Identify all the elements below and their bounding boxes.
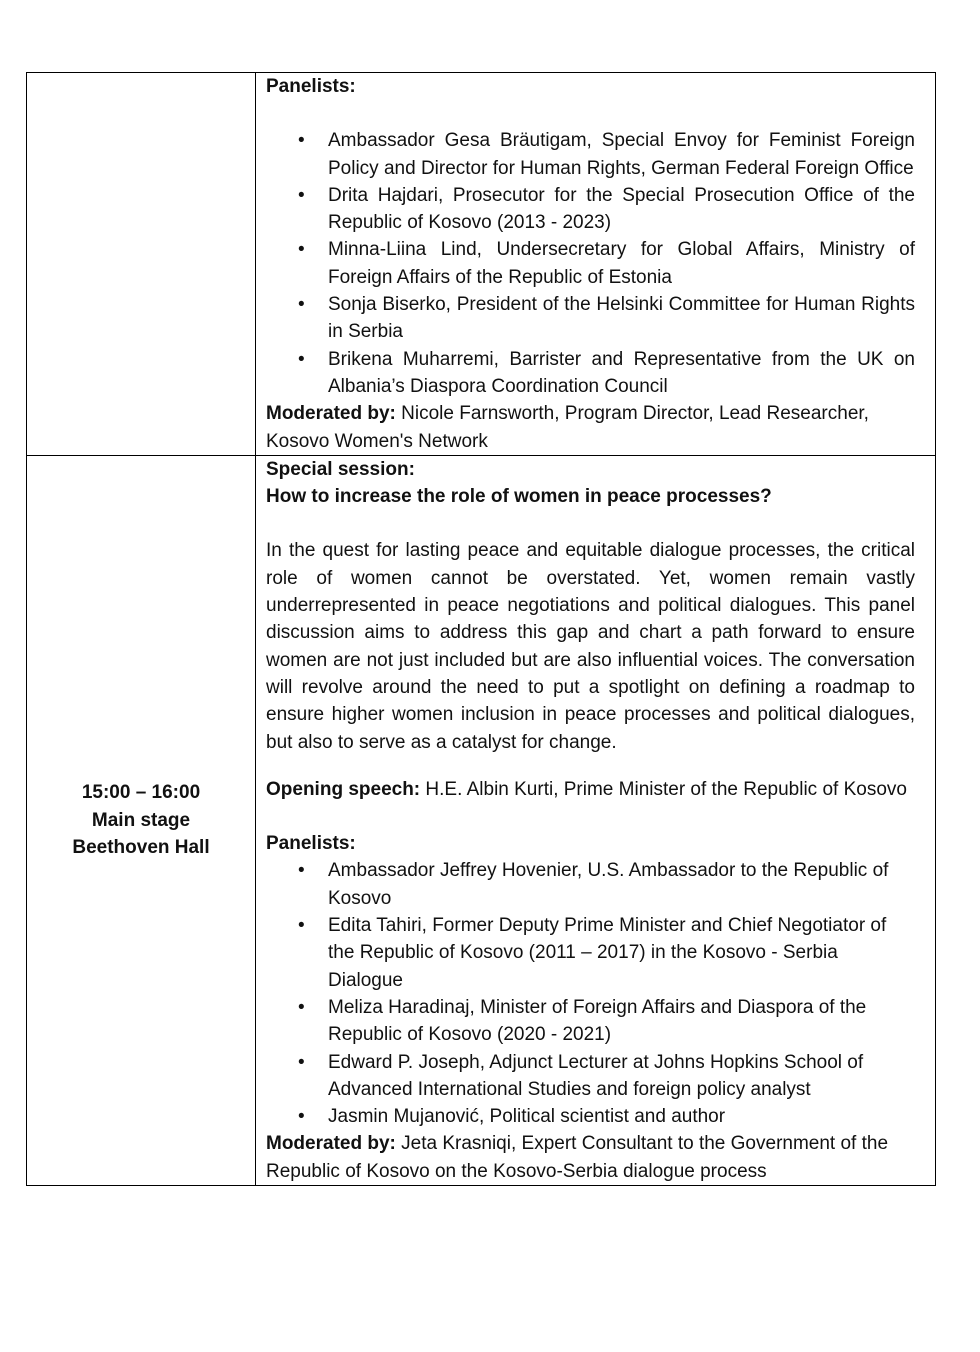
list-item: • Jasmin Mujanović, Political scientist and author [328,1103,915,1130]
panelists-list [266,857,915,1130]
list-item: • Ambassador Gesa Bräutigam, Special Envoy for Feminist Foreign Policy and Director for Human Rights, German Federal Foreign Office [328,127,915,182]
list-item: • Minna-Liina Lind, Undersecretary for Global Affairs, Ministry of Foreign Affairs of the Republic of Estonia [328,236,915,291]
list-item: • Meliza Haradinaj, Minister of Foreign Affairs and Diaspora of the Republic of Kosovo (2020 - 2021) [328,994,915,1049]
moderator-text: Jeta Krasniqi, Expert Consultant to the Government of the Republic of Kosovo on the Kosovo-Serbia dialogue process [266,1133,889,1182]
session-description: In the quest for lasting peace and equitable dialogue processes, the critical role of women cannot be overstated. Yet, women remain vastly underrepresented in peace negotiations and political dialogues. This panel discussion aims to address this gap and chart a path forward to ensure women are not just included but are also influential voices. The conversation will revolve around the need to put a spotlight on defining a roadmap to ensure higher women inclusion in peace processes and political dialogues, but also to serve as a catalyst for change. [266,540,915,753]
table-row [27,73,936,456]
list-item: • Sonja Biserko, President of the Helsinki Committee for Human Rights in Serbia [328,291,915,346]
panelists-list [266,127,915,400]
opening-label: Opening speech: [266,778,421,800]
list-item: • Brikena Muharremi, Barrister and Representative from the UK on Albania’s Diaspora Coordination Council [328,346,915,401]
session-time: 15:00 – 16:00 [81,782,201,804]
moderator-text: Nicole Farnsworth, Program Director, Lead Researcher, Kosovo Women's Network [266,403,869,452]
session-content-cell [256,73,936,456]
session-hall: Beethoven Hall [72,837,210,859]
session-stage: Main stage [91,809,191,831]
panelists-heading: Panelists: [266,76,356,97]
list-item: • Ambassador Jeffrey Hovenier, U.S. Ambassador to the Republic of Kosovo [328,857,915,912]
agenda-table [26,72,936,1186]
list-item: • Drita Hajdari, Prosecutor for the Special Prosecution Office of the Republic of Kosovo (2013 - 2023) [328,182,915,237]
session-label: Special session: [266,458,415,480]
list-item: • Edita Tahiri, Former Deputy Prime Minister and Chief Negotiator of the Republic of Kosovo (2011 – 2017) in the Kosovo - Serbia Dialogue [328,912,915,994]
session-content-cell [256,455,936,1185]
moderated-label: Moderated by: [266,403,396,425]
moderator-line [266,1130,915,1185]
time-cell-empty [27,73,256,456]
list-item: • Edward P. Joseph, Adjunct Lecturer at Johns Hopkins School of Advanced International Studies and foreign policy analyst [328,1049,915,1104]
moderator-line [266,400,915,455]
moderated-label: Moderated by: [266,1133,396,1155]
opening-text: H.E. Albin Kurti, Prime Minister of the Republic of Kosovo [420,778,907,800]
time-cell [27,455,256,1185]
session-title: How to increase the role of women in peace processes? [266,486,772,508]
opening-speech-line [266,776,915,803]
table-row [27,455,936,1185]
panelists-heading: Panelists: [266,833,356,855]
